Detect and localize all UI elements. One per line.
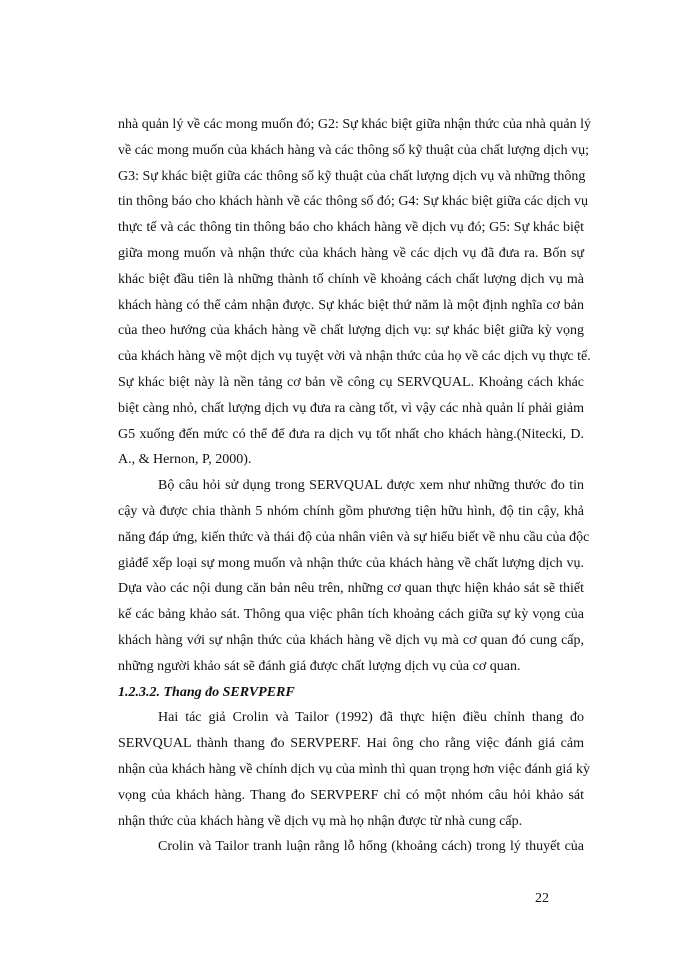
text-line: G3: Sự khác biệt giữa các thông số kỹ thuật của chất lượng dịch vụ và những thông	[118, 168, 586, 184]
text-line: Sự khác biệt này là nền tảng cơ bản về công cụ SERVQUAL. Khoảng cách khác	[118, 374, 584, 390]
text-line: cậy và được chia thành 5 nhóm chính gồm phương tiện hữu hình, độ tin cậy, khả	[118, 503, 584, 519]
paragraph-servqual-questionnaire	[118, 473, 590, 679]
text-line: kế các bảng khảo sát. Thông qua việc phân tích khoảng cách giữa sự kỳ vọng của	[118, 607, 584, 623]
text-line: Crolin và Tailor tranh luận rằng lỗ hổng (khoảng cách) trong lý thuyết của	[158, 839, 584, 855]
text-line: thực tế và các thông tin thông báo cho khách hàng về dịch vụ đó; G5: Sự khác biệt	[118, 220, 584, 236]
page-number: 22	[535, 891, 549, 906]
text-line: những người khảo sát sẽ đánh giá được chất lượng dịch vụ của cơ quan.	[118, 658, 521, 674]
text-line: khách hàng có thể cảm nhận được. Sự khác biệt thứ năm là một định nghĩa cơ bản	[118, 297, 584, 313]
text-line: SERVQUAL thành thang đo SERVPERF. Hai ông cho rằng việc đánh giá cảm	[118, 736, 584, 752]
text-line: năng đáp ứng, kiến thức và thái độ của nhân viên và sự hiểu biết về nhu cầu của độc	[118, 529, 590, 545]
paragraph-crolin-tailor	[118, 834, 584, 860]
text-line: khác biệt đầu tiên là những thành tố chính về khoảng cách chất lượng dịch vụ mà	[118, 271, 584, 287]
text-line: Bộ câu hỏi sử dụng trong SERVQUAL được xem như những thước đo tin	[158, 478, 584, 494]
text-line: Hai tác giả Crolin và Tailor (1992) đã thực hiện điều chỉnh thang đo	[158, 710, 584, 726]
text-line: về các mong muốn của khách hàng và các thông số kỹ thuật của chất lượng dịch vụ;	[118, 142, 590, 158]
text-line: tin thông báo cho khách hành về các thông số đó; G4: Sự khác biệt giữa các dịch vụ	[118, 194, 589, 210]
text-line: của theo hướng của khách hàng về chất lượng dịch vụ: sự khác biệt giữa kỳ vọng	[118, 323, 584, 339]
text-line: nhà quản lý về các mong muốn đó; G2: Sự khác biệt giữa nhận thức của nhà quản lý	[118, 117, 591, 132]
text-line: khách hàng với sự nhận thức của khách hàng về dịch vụ mà cơ quan đó cung cấp,	[118, 632, 584, 648]
text-line: của khách hàng về một dịch vụ tuyệt vời và nhận thức của họ về các dịch vụ thực tế.	[118, 349, 591, 365]
text-line: nhận thức của khách hàng về dịch vụ mà họ nhận được từ nhà cung cấp.	[118, 813, 523, 829]
text-line: giữa mong muốn và nhận thức của khách hàng về các dịch vụ đã đưa ra. Bốn sự	[118, 245, 584, 261]
section-heading: 1.2.3.2. Thang đo SERVPERF	[118, 684, 295, 700]
text-line: giảđể xếp loại sự mong muốn và nhận thức của khách hàng về chất lượng dịch vụ.	[118, 555, 584, 571]
text-line: A., & Hernon, P, 2000).	[118, 452, 252, 468]
text-line: nhận của khách hàng về chính dịch vụ của mình thì quan trọng hơn việc đánh giá kỳ	[118, 761, 590, 777]
text-line: G5 xuống đến mức có thể để đưa ra dịch vụ tốt nhất cho khách hàng.(Nitecki, D.	[118, 426, 584, 442]
text-line: Dựa vào các nội dung căn bản nêu trên, những cơ quan thực hiện khảo sát sẽ thiết	[118, 581, 584, 597]
paragraph-servperf	[118, 705, 590, 834]
text-line: biệt càng nhỏ, chất lượng dịch vụ đưa ra càng tốt, vì vậy các nhà quản lí phải giảm	[118, 400, 584, 416]
document-body	[118, 112, 591, 860]
paragraph-gaps-definition	[118, 112, 591, 473]
text-line: vọng của khách hàng. Thang đo SERVPERF chỉ có một nhóm câu hỏi khảo sát	[118, 787, 584, 803]
